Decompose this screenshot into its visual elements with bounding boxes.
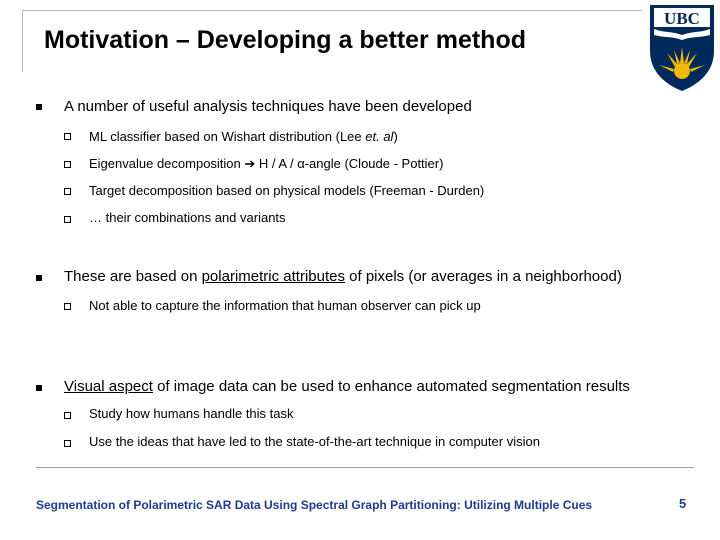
bullet-marker — [36, 275, 42, 281]
arrow-icon: ➔ — [244, 156, 256, 171]
sub-bullet-box — [64, 412, 71, 419]
bullet-polarimetric: These are based on polarimetric attributes of pixels (or averages in a neighborhood) — [64, 268, 622, 285]
sub-item-target-decomposition: Target decomposition based on physical models (Freeman - Durden) — [89, 183, 485, 198]
sub-item-study-humans: Study how humans handle this task — [89, 406, 294, 421]
bullet-visual-aspect: Visual aspect of image data can be used to enhance automated segmentation results — [64, 378, 630, 395]
sub-item-eigenvalue: Eigenvalue decomposition ➔ H / A / α-angle (Cloude - Pottier) — [89, 156, 444, 171]
footer-rule — [36, 467, 694, 468]
sub-item-combinations: … their combinations and variants — [89, 210, 286, 225]
sub-bullet-box — [64, 188, 71, 195]
sub-bullet-box — [64, 440, 71, 447]
ubc-logo — [647, 3, 717, 93]
sub-item-use-ideas: Use the ideas that have led to the state-of-the-art technique in computer vision — [89, 434, 540, 449]
footer-title: Segmentation of Polarimetric SAR Data Using Spectral Graph Partitioning: Utilizing Multiple Cues — [36, 498, 593, 512]
bullet-marker — [36, 104, 42, 110]
bullet-marker — [36, 385, 42, 391]
frame-left-rule — [22, 10, 23, 72]
sub-item-ml-classifier: ML classifier based on Wishart distribution (Lee et. al) — [89, 129, 398, 144]
page-number: 5 — [679, 496, 687, 511]
logo-text: UBC — [664, 9, 700, 28]
visual-aspect-link: Visual aspect — [64, 378, 153, 395]
frame-top-rule — [22, 10, 642, 11]
bullet-techniques: A number of useful analysis techniques have been developed — [64, 98, 472, 115]
slide-title: Motivation – Developing a better method — [44, 26, 526, 54]
sub-bullet-box — [64, 133, 71, 140]
polarimetric-attributes-link: polarimetric attributes — [201, 268, 345, 285]
sub-item-not-able: Not able to capture the information that human observer can pick up — [89, 298, 481, 313]
sub-bullet-box — [64, 161, 71, 168]
sub-bullet-box — [64, 303, 71, 310]
sub-bullet-box — [64, 216, 71, 223]
